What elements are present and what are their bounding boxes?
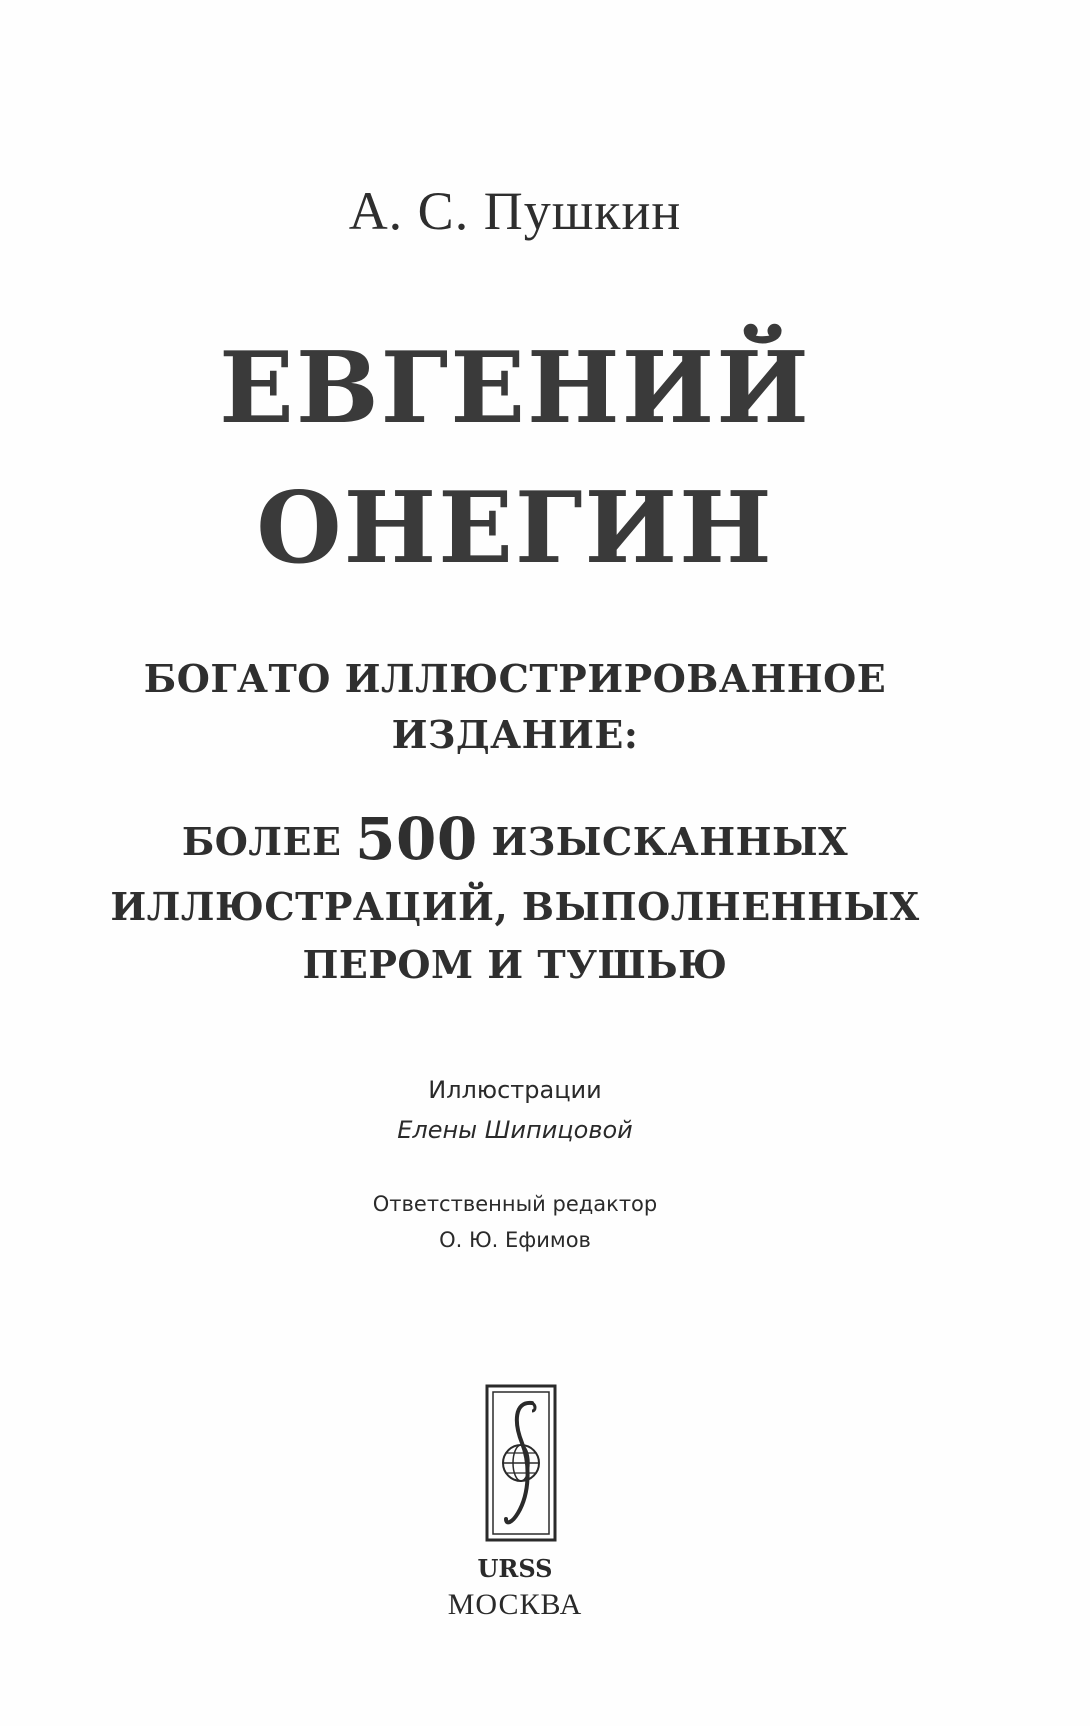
illustrator-name: Елены Шипицовой bbox=[397, 1116, 633, 1144]
urss-globe-logo-icon bbox=[484, 1383, 558, 1543]
illustrations-label: Иллюстрации bbox=[428, 1076, 602, 1104]
subtitle-line-1: БОГАТО ИЛЛЮСТРИРОВАННОЕ bbox=[143, 656, 887, 701]
subtitle-line-5: ПЕРОМ И ТУШЬЮ bbox=[302, 942, 728, 987]
editor-label: Ответственный редактор bbox=[372, 1192, 658, 1216]
book-title-line-2: ОНЕГИН bbox=[256, 471, 774, 586]
subtitle-line-4: ИЛЛЮСТРАЦИЙ, ВЫПОЛНЕННЫХ bbox=[110, 884, 920, 929]
subtitle-line-3-prefix: БОЛЕЕ bbox=[181, 819, 356, 864]
editor-name: О. Ю. Ефимов bbox=[439, 1228, 591, 1252]
publisher-name: URSS bbox=[477, 1554, 553, 1583]
subtitle-line-3 bbox=[0, 805, 1030, 873]
book-author: А. С. Пушкин bbox=[348, 181, 682, 241]
subtitle-line-2: ИЗДАНИЕ: bbox=[391, 712, 639, 757]
book-title-line-1: ЕВГЕНИЙ bbox=[219, 331, 811, 446]
publisher-city: МОСКВА bbox=[447, 1588, 583, 1621]
subtitle-line-3-suffix: ИЗЫСКАННЫХ bbox=[477, 819, 849, 864]
illustration-count: 500 bbox=[355, 805, 478, 873]
